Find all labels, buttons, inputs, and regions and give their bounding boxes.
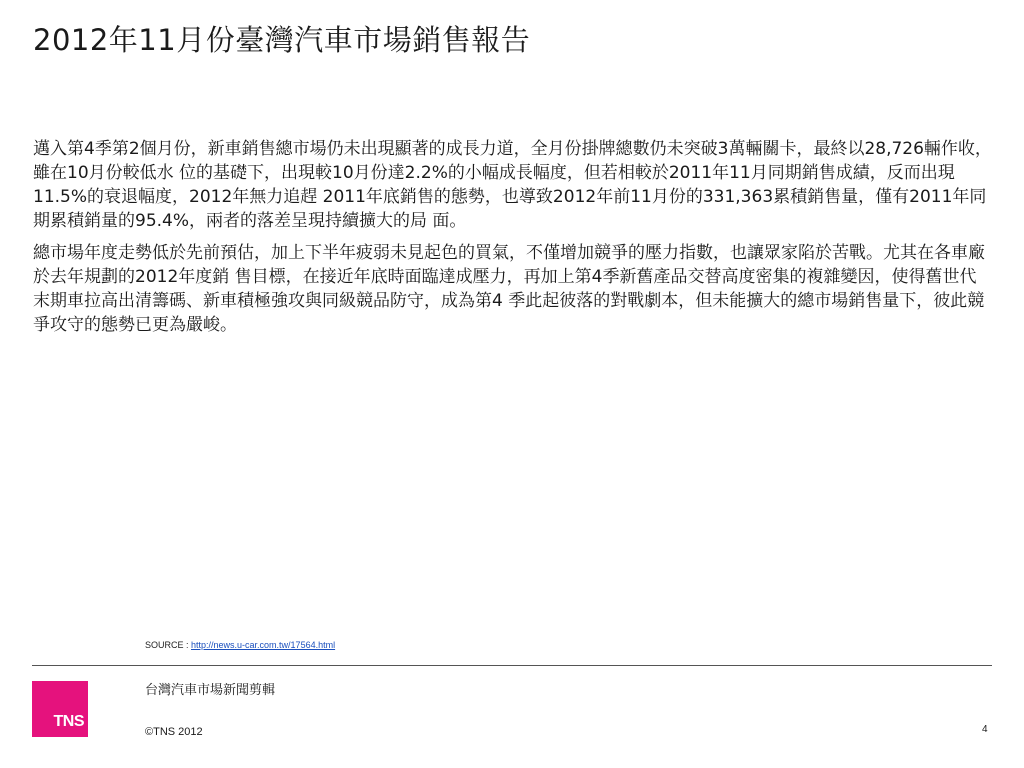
source-link[interactable]: http://news.u-car.com.tw/17564.html <box>191 640 336 650</box>
tns-logo <box>32 681 88 737</box>
footer-title: 台灣汽車市場新聞剪輯 <box>145 683 276 698</box>
source-label: SOURCE : <box>145 640 192 650</box>
slide-body <box>33 137 993 345</box>
copyright: ©TNS 2012 <box>145 726 203 738</box>
logo-text: TNS <box>53 713 84 730</box>
body-paragraph: 總市場年度走勢低於先前預估，加上下半年疲弱未見起色的買氣，不僅增加競爭的壓力指數，也讓眾家陷於苦戰。尤其在各車廠於去年規劃的2012年度銷 售目標，在接近年底時面臨達成壓力，再加上第4季新舊產品交替高度密集的複雜變因，使得舊世代末期車拉高出清籌碼、新車積極強攻與同級競品防守，成為第4 季此起彼落的對戰劇本，但未能擴大的總市場銷售量下，彼此競爭攻守的態勢已更為嚴峻。 <box>33 243 985 335</box>
source-note <box>145 640 335 650</box>
footer-divider <box>32 665 992 666</box>
body-paragraph: 邁入第4季第2個月份，新車銷售總市場仍未出現顯著的成長力道，全月份掛牌總數仍未突破3萬輛關卡，最終以28,726輛作收，雖在10月份較低水 位的基礎下，出現較10月份達2.2%的小幅成長幅度，但若相較於2011年11月同期銷售成績，反而出現11.5%的衰退幅度，2012年無力追趕 2011年底銷售的態勢，也導致2012年前11月份的331,363累積銷售量，僅有2011年同期累積銷量的95.4%，兩者的落差呈現持續擴大的局 面。 <box>33 139 992 231</box>
slide-title: 2012年11月份臺灣汽車市場銷售報告 <box>33 23 531 57</box>
page-number: 4 <box>982 724 988 735</box>
